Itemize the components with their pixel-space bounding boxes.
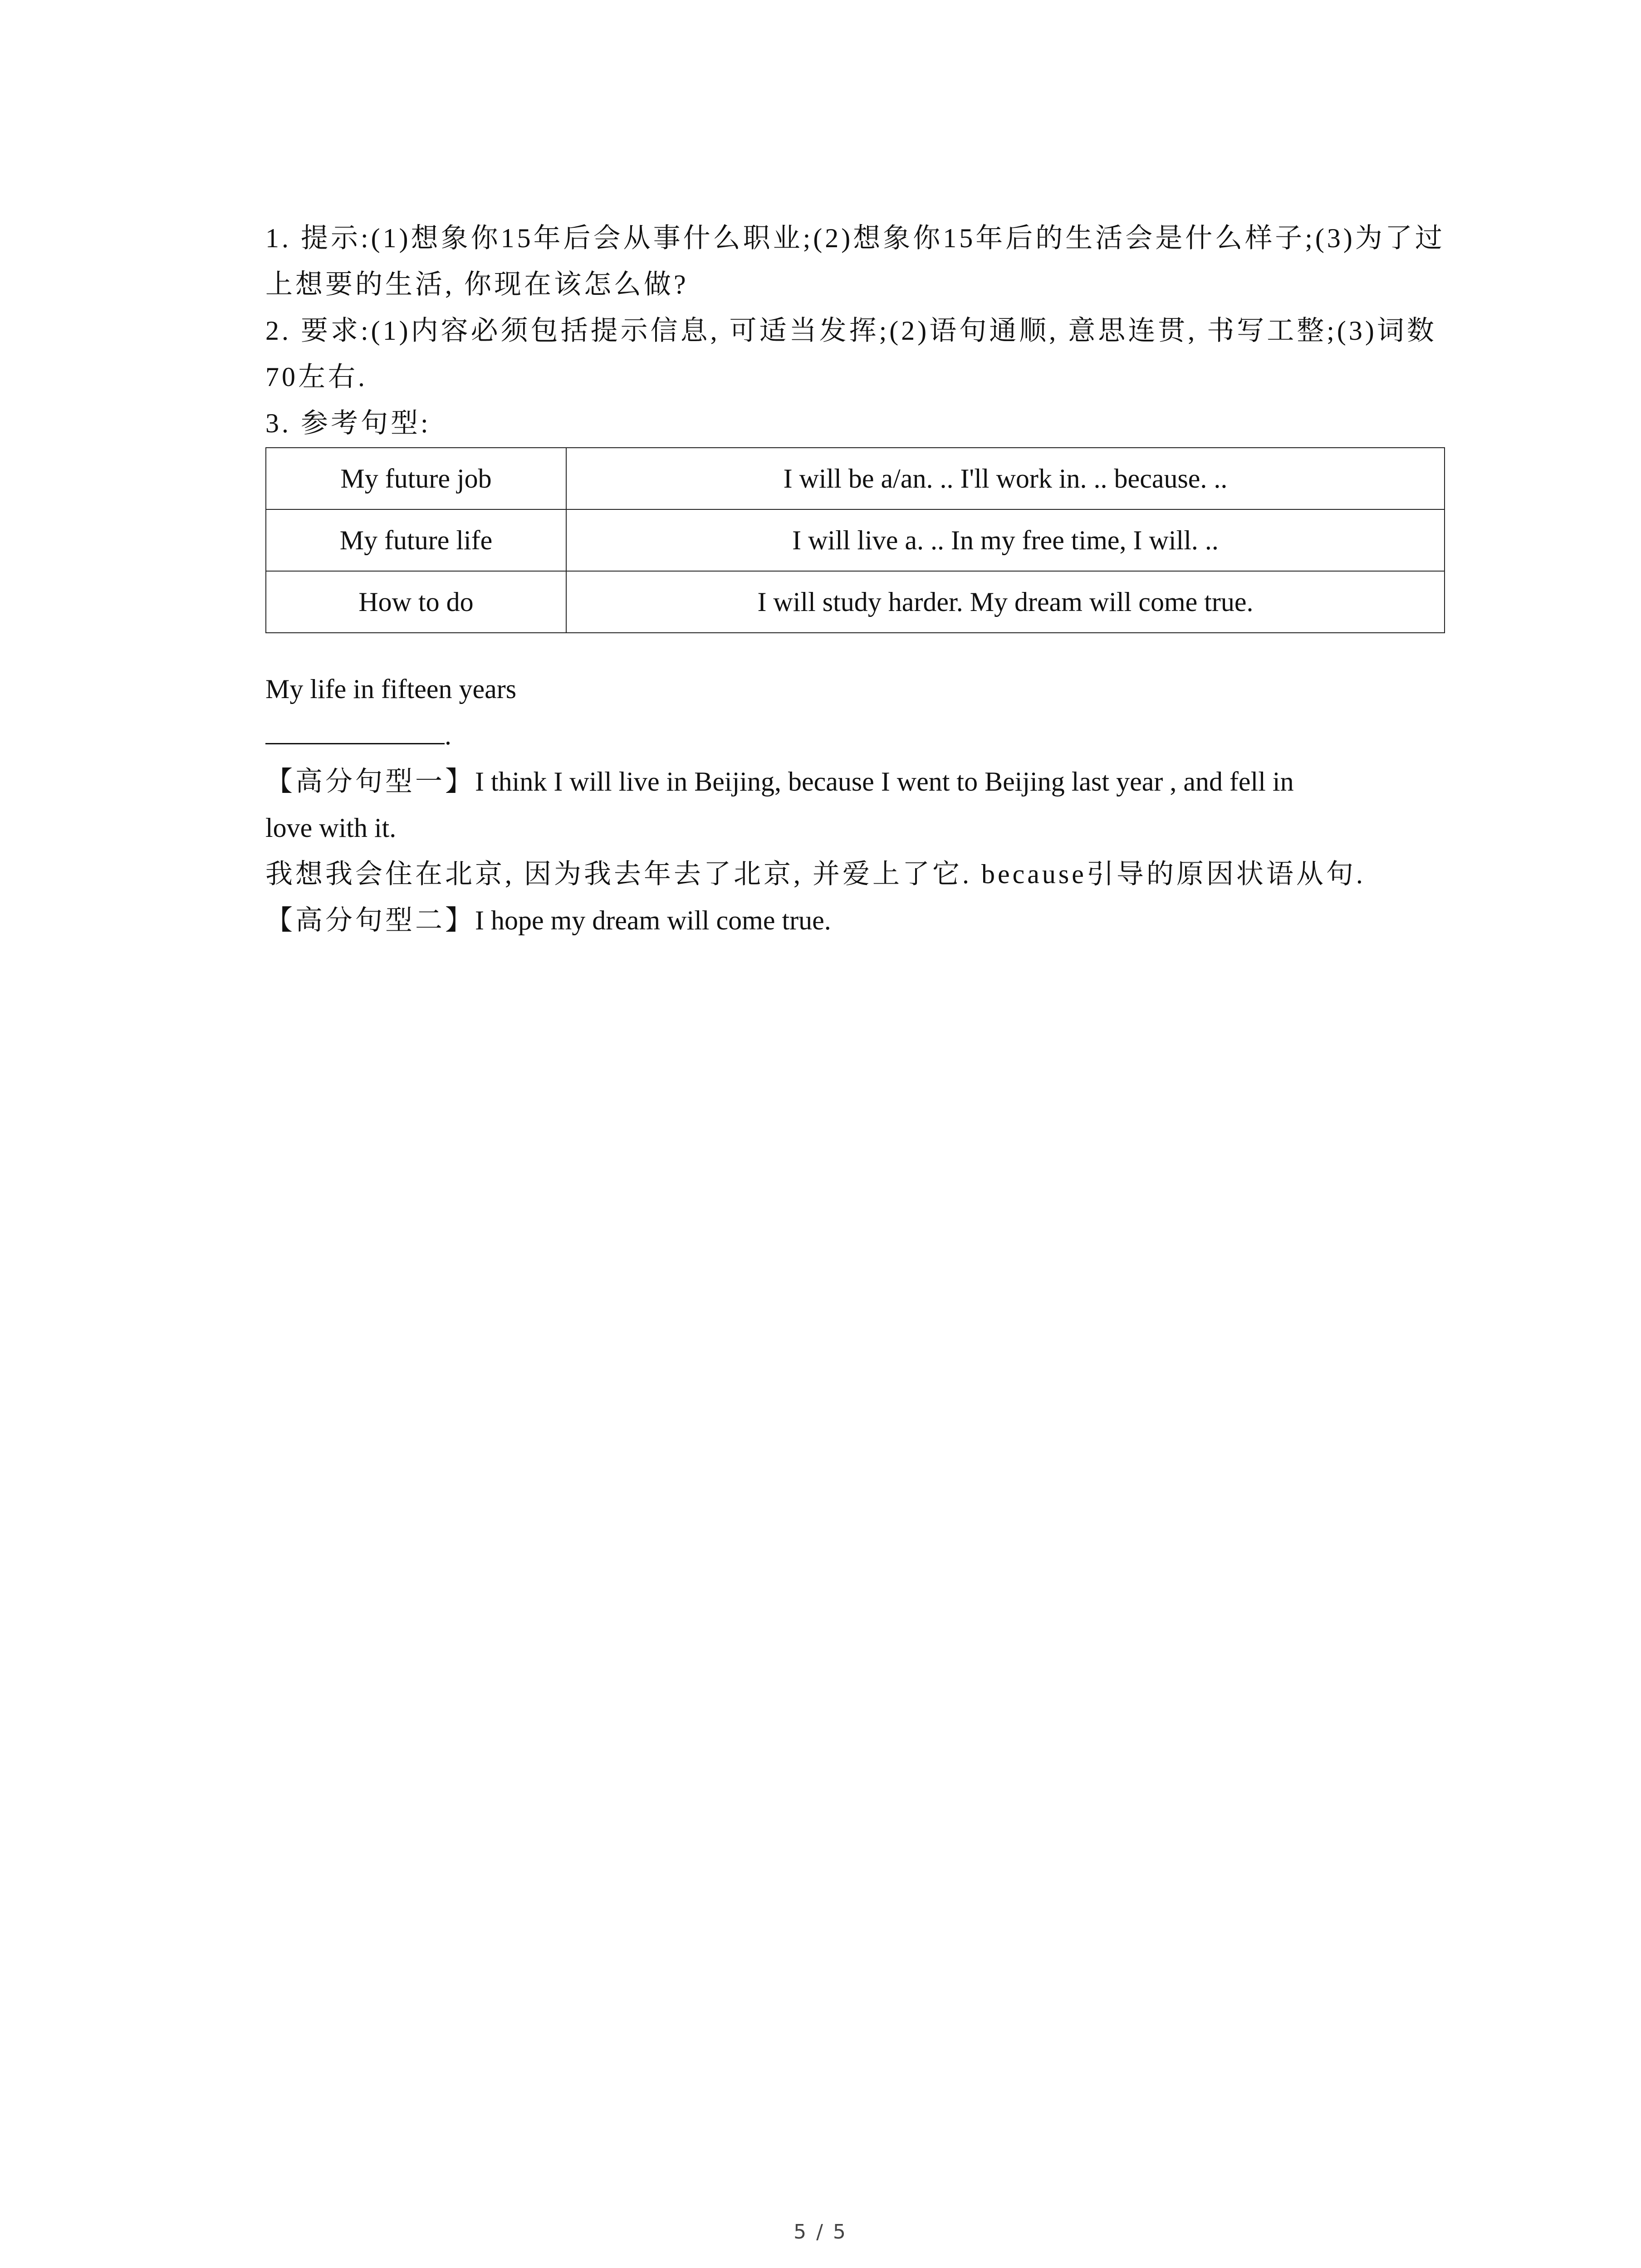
- high-score-one-translation: 我想我会住在北京, 因为我去年去了北京, 并爱上了它. because引导的原因状语从句.: [265, 859, 1366, 889]
- high-score-one-text: I think I will live in Beijing, because I went to Beijing last year , and fell in: [475, 767, 1294, 797]
- essay-title: My life in fifteen years: [265, 674, 517, 704]
- spacer: [265, 633, 1445, 666]
- table-cell-label: My future life: [266, 509, 566, 571]
- high-score-two-text: I hope my dream will come true.: [475, 905, 831, 935]
- high-score-two: [265, 897, 1445, 943]
- table-cell-pattern: I will be a/an. .. I'll work in. .. because. ..: [566, 448, 1445, 509]
- document-body: [265, 215, 1445, 943]
- reference-table: [265, 447, 1445, 633]
- answer-blank-line: [265, 712, 1445, 758]
- table-cell-label: How to do: [266, 571, 566, 633]
- blank-period: .: [445, 720, 451, 750]
- hint-line-1: 1. 提示:(1)想象你15年后会从事什么职业;(2)想象你15年后的生活会是什么样子;(3)为了过: [265, 223, 1445, 253]
- reference-heading: 3. 参考句型:: [265, 408, 431, 438]
- requirement-line-2: 70左右.: [265, 362, 367, 392]
- high-score-one-continued: love with it.: [265, 813, 397, 843]
- table-cell-pattern: I will study harder. My dream will come true.: [566, 571, 1445, 633]
- table-cell-pattern: I will live a. .. In my free time, I will. ..: [566, 509, 1445, 571]
- requirement-line-1: 2. 要求:(1)内容必须包括提示信息, 可适当发挥;(2)语句通顺, 意思连贯, 书写工整;(3)词数: [265, 316, 1437, 346]
- page-number: 5 / 5: [794, 2220, 847, 2244]
- high-score-one: [265, 758, 1445, 805]
- table-row: [266, 571, 1445, 633]
- high-score-two-tag: 【高分句型二】: [265, 905, 475, 935]
- table-cell-label: My future job: [266, 448, 566, 509]
- table-row: [266, 509, 1445, 571]
- hint-line-2: 上想要的生活, 你现在该怎么做?: [265, 269, 689, 299]
- table-row: [266, 448, 1445, 509]
- answer-blank[interactable]: [265, 719, 445, 744]
- high-score-one-tag: 【高分句型一】: [265, 767, 475, 797]
